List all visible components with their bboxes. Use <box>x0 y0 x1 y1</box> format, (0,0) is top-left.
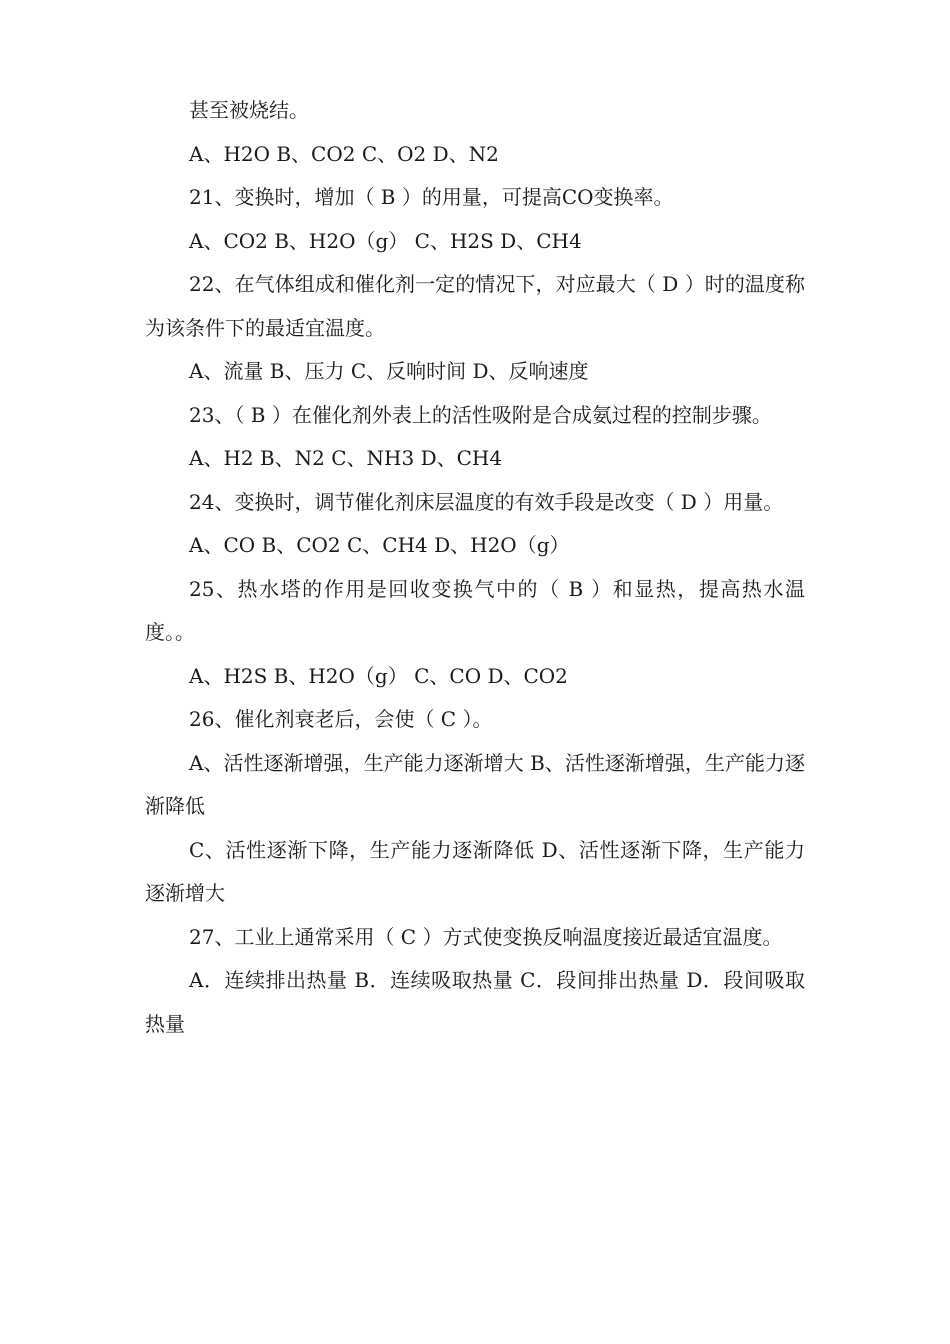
question-24: 24、变换时，调节催化剂床层温度的有效手段是改变（ D ）用量。 <box>189 489 784 514</box>
paragraph-continuation: 甚至被烧结。 <box>189 98 309 122</box>
options-q26-ab: A、活性逐渐增强，生产能力逐渐增大 B、活性逐渐增强，生产能力逐渐降低 <box>145 750 805 818</box>
question-25: 25、热水塔的作用是回收变换气中的（ B ）和显热，提高热水温度。。 <box>145 576 805 644</box>
options-q22: A、流量 B、压力 C、反响时间 D、反响速度 <box>189 359 589 383</box>
options-q21: A、CO2 B、H2O（g） C、H2S D、CH4 <box>189 228 582 253</box>
document-body <box>145 89 805 1046</box>
options-q25: A、H2S B、H2O（g） C、CO D、CO2 <box>189 663 568 688</box>
question-22: 22、在气体组成和催化剂一定的情况下，对应最大（ D ）时的温度称为该条件下的最适宜温度。 <box>145 272 805 340</box>
options-q23: A、H2 B、N2 C、NH3 D、CH4 <box>189 446 503 470</box>
question-27: 27、工业上通常采用（ C ）方式使变换反响温度接近最适宜温度。 <box>189 924 783 949</box>
options-q26-cd: C、活性逐渐下降，生产能力逐渐降低 D、活性逐渐下降，生产能力逐渐增大 <box>145 837 805 905</box>
question-26: 26、催化剂衰老后，会使（ C ）。 <box>189 707 493 731</box>
question-23: 23、（ B ）在催化剂外表上的活性吸附是合成氨过程的控制步骤。 <box>189 402 772 427</box>
options-q27: A．连续排出热量 B．连续吸取热量 C．段间排出热量 D．段间吸取热量 <box>145 968 805 1036</box>
question-21: 21、变换时，增加（ B ）的用量，可提高CO变换率。 <box>189 185 674 209</box>
options-q24: A、CO B、CO2 C、CH4 D、H2O（g） <box>189 533 570 557</box>
options-q20: A、H2O B、CO2 C、O2 D、N2 <box>189 141 499 166</box>
